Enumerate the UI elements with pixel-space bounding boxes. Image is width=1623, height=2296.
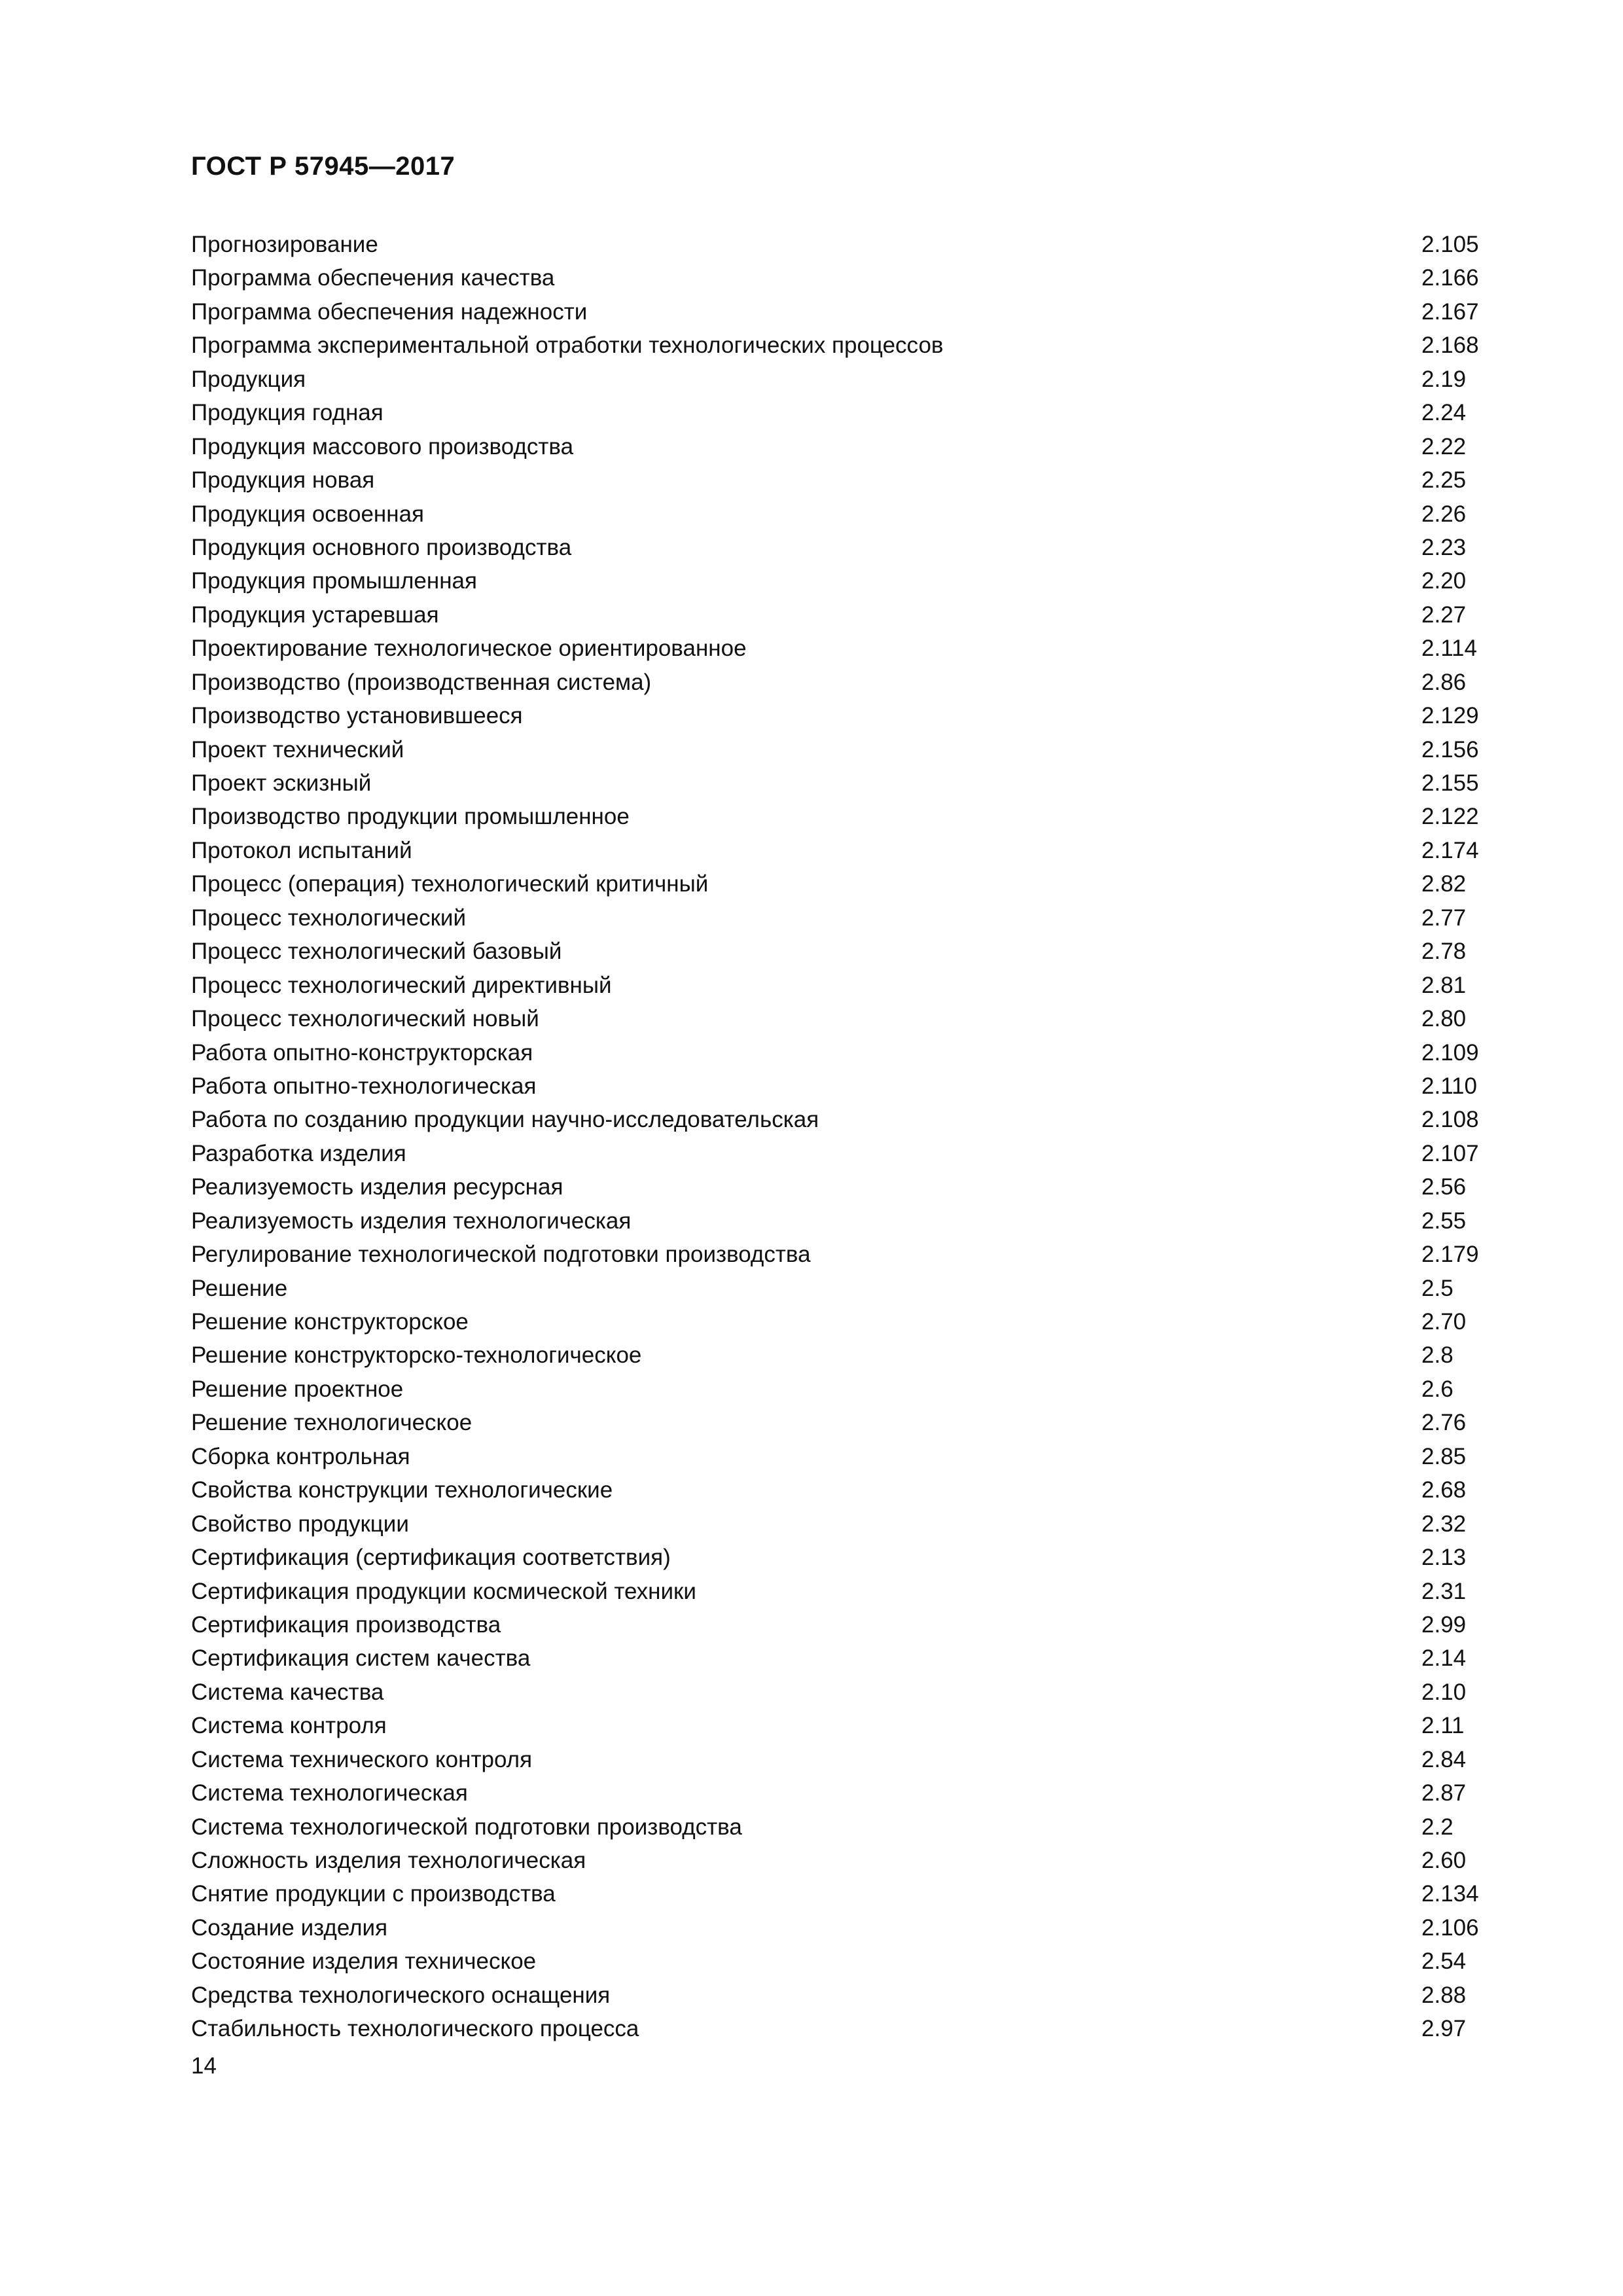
index-term-reference: 2.10 [1421, 1679, 1467, 1705]
index-term: Стабильность технологического процесса [191, 2016, 639, 2042]
index-term: Сертификация (сертификация соответствия) [191, 1545, 671, 1571]
index-term: Производство (производственная система) [191, 669, 652, 695]
index-entry [191, 1743, 1500, 1776]
index-term: Производство установившееся [191, 703, 523, 729]
index-term-reference: 2.122 [1421, 804, 1479, 830]
index-entry [191, 1810, 1500, 1844]
index-term: Система контроля [191, 1713, 387, 1739]
index-term-reference: 2.24 [1421, 400, 1467, 426]
index-entry [191, 733, 1500, 766]
index-term: Продукция [191, 366, 306, 392]
index-term: Сертификация производства [191, 1611, 501, 1638]
index-entry [191, 1641, 1500, 1675]
index-term-reference: 2.156 [1421, 736, 1479, 762]
index-term-reference: 2.84 [1421, 1746, 1467, 1772]
index-term-reference: 2.54 [1421, 1948, 1467, 1975]
index-term-reference: 2.107 [1421, 1140, 1479, 1166]
index-term: Сборка контрольная [191, 1443, 410, 1469]
index-entry [191, 1170, 1500, 1204]
index-term-reference: 2.86 [1421, 669, 1467, 695]
index-entry [191, 363, 1500, 396]
index-entry [191, 935, 1500, 968]
index-term-reference: 2.114 [1421, 636, 1477, 662]
index-term-reference: 2.22 [1421, 433, 1467, 459]
index-entry [191, 463, 1500, 497]
index-entry [191, 1069, 1500, 1103]
index-entry [191, 1338, 1500, 1372]
index-term-reference: 2.60 [1421, 1848, 1467, 1873]
index-entry [191, 531, 1500, 564]
index-entry [191, 901, 1500, 935]
index-term: Продукция новая [191, 467, 375, 493]
index-term-reference: 2.110 [1421, 1073, 1477, 1099]
index-term-reference: 2.87 [1421, 1780, 1467, 1806]
index-term-reference: 2.55 [1421, 1208, 1467, 1234]
index-term: Процесс технологический [191, 905, 466, 931]
index-term-reference: 2.106 [1421, 1914, 1479, 1941]
index-entry [191, 1440, 1500, 1473]
index-term-reference: 2.85 [1421, 1443, 1467, 1469]
index-term-reference: 2.26 [1421, 501, 1467, 527]
index-term-reference: 2.80 [1421, 1006, 1467, 1032]
index-entry [191, 329, 1500, 362]
index-entry [191, 1979, 1500, 2012]
index-term-reference: 2.77 [1421, 905, 1467, 931]
index-term: Решение проектное [191, 1376, 404, 1402]
index-term: Решение конструкторское [191, 1309, 469, 1335]
index-term-reference: 2.174 [1421, 837, 1479, 863]
index-term-reference: 2.134 [1421, 1881, 1479, 1907]
index-term: Система качества [191, 1679, 384, 1705]
index-term: Регулирование технологической подготовки производства [191, 1242, 811, 1268]
index-entry [191, 261, 1500, 295]
index-entry [191, 1372, 1500, 1406]
index-entry [191, 1272, 1500, 1305]
index-term-reference: 2.81 [1421, 972, 1467, 998]
index-term: Сложность изделия технологическая [191, 1848, 586, 1873]
index-term-reference: 2.108 [1421, 1107, 1479, 1133]
index-term-reference: 2.166 [1421, 265, 1479, 291]
index-entry [191, 699, 1500, 732]
index-entry [191, 632, 1500, 665]
index-term-reference: 2.167 [1421, 298, 1479, 325]
index-entry [191, 1945, 1500, 1978]
index-term: Проект эскизный [191, 770, 372, 796]
index-entry [191, 834, 1500, 867]
index-term-reference: 2.11 [1421, 1713, 1465, 1739]
index-entry [191, 1473, 1500, 1507]
index-term-reference: 2.76 [1421, 1410, 1467, 1436]
document-title: ГОСТ Р 57945—2017 [191, 152, 455, 181]
index-term-reference: 2.8 [1421, 1342, 1454, 1369]
index-term: Средства технологического оснащения [191, 1982, 611, 2008]
index-term-reference: 2.168 [1421, 332, 1479, 359]
index-entry [191, 1608, 1500, 1641]
index-term-reference: 2.70 [1421, 1309, 1467, 1335]
index-term: Работа опытно-конструкторская [191, 1039, 533, 1066]
index-term: Решение [191, 1275, 288, 1301]
index-term: Прогнозирование [191, 232, 378, 257]
index-term-reference: 2.25 [1421, 467, 1467, 493]
index-entry [191, 969, 1500, 1002]
index-term: Система технологической подготовки производства [191, 1814, 742, 1840]
index-term: Продукция годная [191, 400, 383, 426]
index-term: Процесс технологический директивный [191, 972, 612, 998]
index-term-reference: 2.14 [1421, 1645, 1467, 1672]
index-term: Продукция массового производства [191, 433, 574, 459]
index-term: Система технического контроля [191, 1746, 533, 1772]
index-entry [191, 1911, 1500, 1945]
index-entry [191, 800, 1500, 833]
index-term: Разработка изделия [191, 1140, 406, 1166]
index-term: Работа по созданию продукции научно-исследовательская [191, 1107, 819, 1133]
index-term-reference: 2.109 [1421, 1039, 1479, 1066]
index-term: Проект технический [191, 736, 404, 762]
index-term: Система технологическая [191, 1780, 468, 1806]
index-entry [191, 1036, 1500, 1069]
index-entry [191, 396, 1500, 429]
index-term-reference: 2.97 [1421, 2016, 1467, 2042]
index-entry [191, 766, 1500, 800]
index-term: Реализуемость изделия технологическая [191, 1208, 632, 1234]
index-entry [191, 666, 1500, 699]
index-entry [191, 430, 1500, 463]
index-term-reference: 2.82 [1421, 871, 1467, 897]
index-term: Сертификация систем качества [191, 1645, 531, 1672]
index-term-reference: 2.23 [1421, 534, 1467, 560]
index-entry [191, 1103, 1500, 1136]
index-term: Программа обеспечения качества [191, 265, 555, 291]
index-term: Состояние изделия техническое [191, 1948, 537, 1975]
index-term-reference: 2.155 [1421, 770, 1479, 796]
index-term: Создание изделия [191, 1914, 388, 1941]
index-entry [191, 1406, 1500, 1439]
index-entry [191, 1877, 1500, 1910]
index-entry [191, 867, 1500, 901]
index-term: Продукция освоенная [191, 501, 424, 527]
index-term: Реализуемость изделия ресурсная [191, 1174, 563, 1200]
index-term: Решение технологическое [191, 1410, 473, 1436]
index-entry [191, 497, 1500, 531]
index-term: Продукция промышленная [191, 568, 477, 594]
index-term-reference: 2.13 [1421, 1545, 1467, 1571]
index-term: Программа экспериментальной отработки технологических процессов [191, 332, 944, 359]
index-entry [191, 1575, 1500, 1608]
index-term: Решение конструкторско-технологическое [191, 1342, 642, 1369]
index-term-reference: 2.6 [1421, 1376, 1454, 1402]
page-number: 14 [191, 2053, 217, 2079]
index-term-reference: 2.105 [1421, 232, 1479, 257]
index-term: Протокол испытаний [191, 837, 412, 863]
index-entry [191, 1204, 1500, 1238]
index-term-reference: 2.99 [1421, 1611, 1467, 1638]
index-entry [191, 2012, 1500, 2045]
index-term-reference: 2.179 [1421, 1242, 1479, 1268]
index-term: Производство продукции промышленное [191, 804, 630, 830]
index-entry [191, 598, 1500, 632]
index-term-reference: 2.88 [1421, 1982, 1467, 2008]
index-term: Работа опытно-технологическая [191, 1073, 537, 1099]
index-entry [191, 1844, 1500, 1877]
index-term-reference: 2.27 [1421, 601, 1467, 628]
index-entry [191, 1709, 1500, 1742]
index-term-reference: 2.2 [1421, 1814, 1454, 1840]
index-term-reference: 2.68 [1421, 1477, 1467, 1503]
index-term-reference: 2.56 [1421, 1174, 1467, 1200]
index-entry [191, 1676, 1500, 1709]
index-term-reference: 2.19 [1421, 366, 1467, 392]
index-term: Процесс технологический базовый [191, 939, 562, 965]
index-term: Свойство продукции [191, 1511, 409, 1537]
index-term: Снятие продукции с производства [191, 1881, 556, 1907]
alphabetical-index [191, 228, 1500, 2046]
index-term: Сертификация продукции космической техники [191, 1578, 696, 1604]
index-entry [191, 1507, 1500, 1541]
index-entry [191, 1305, 1500, 1338]
index-term-reference: 2.32 [1421, 1511, 1467, 1537]
index-entry [191, 1002, 1500, 1035]
index-term: Процесс технологический новый [191, 1006, 539, 1032]
index-term: Процесс (операция) технологический критичный [191, 871, 709, 897]
index-term-reference: 2.78 [1421, 939, 1467, 965]
index-entry [191, 1776, 1500, 1810]
index-entry [191, 564, 1500, 598]
index-term: Проектирование технологическое ориентированное [191, 636, 747, 662]
index-entry [191, 1238, 1500, 1271]
index-entry [191, 228, 1500, 261]
index-term-reference: 2.31 [1421, 1578, 1467, 1604]
index-term: Свойства конструкции технологические [191, 1477, 613, 1503]
index-term: Продукция основного производства [191, 534, 572, 560]
index-term-reference: 2.129 [1421, 703, 1479, 729]
index-term: Продукция устаревшая [191, 601, 439, 628]
index-entry [191, 1137, 1500, 1170]
index-term: Программа обеспечения надежности [191, 298, 588, 325]
index-entry [191, 295, 1500, 329]
index-term-reference: 2.5 [1421, 1275, 1454, 1301]
index-term-reference: 2.20 [1421, 568, 1467, 594]
index-entry [191, 1541, 1500, 1574]
